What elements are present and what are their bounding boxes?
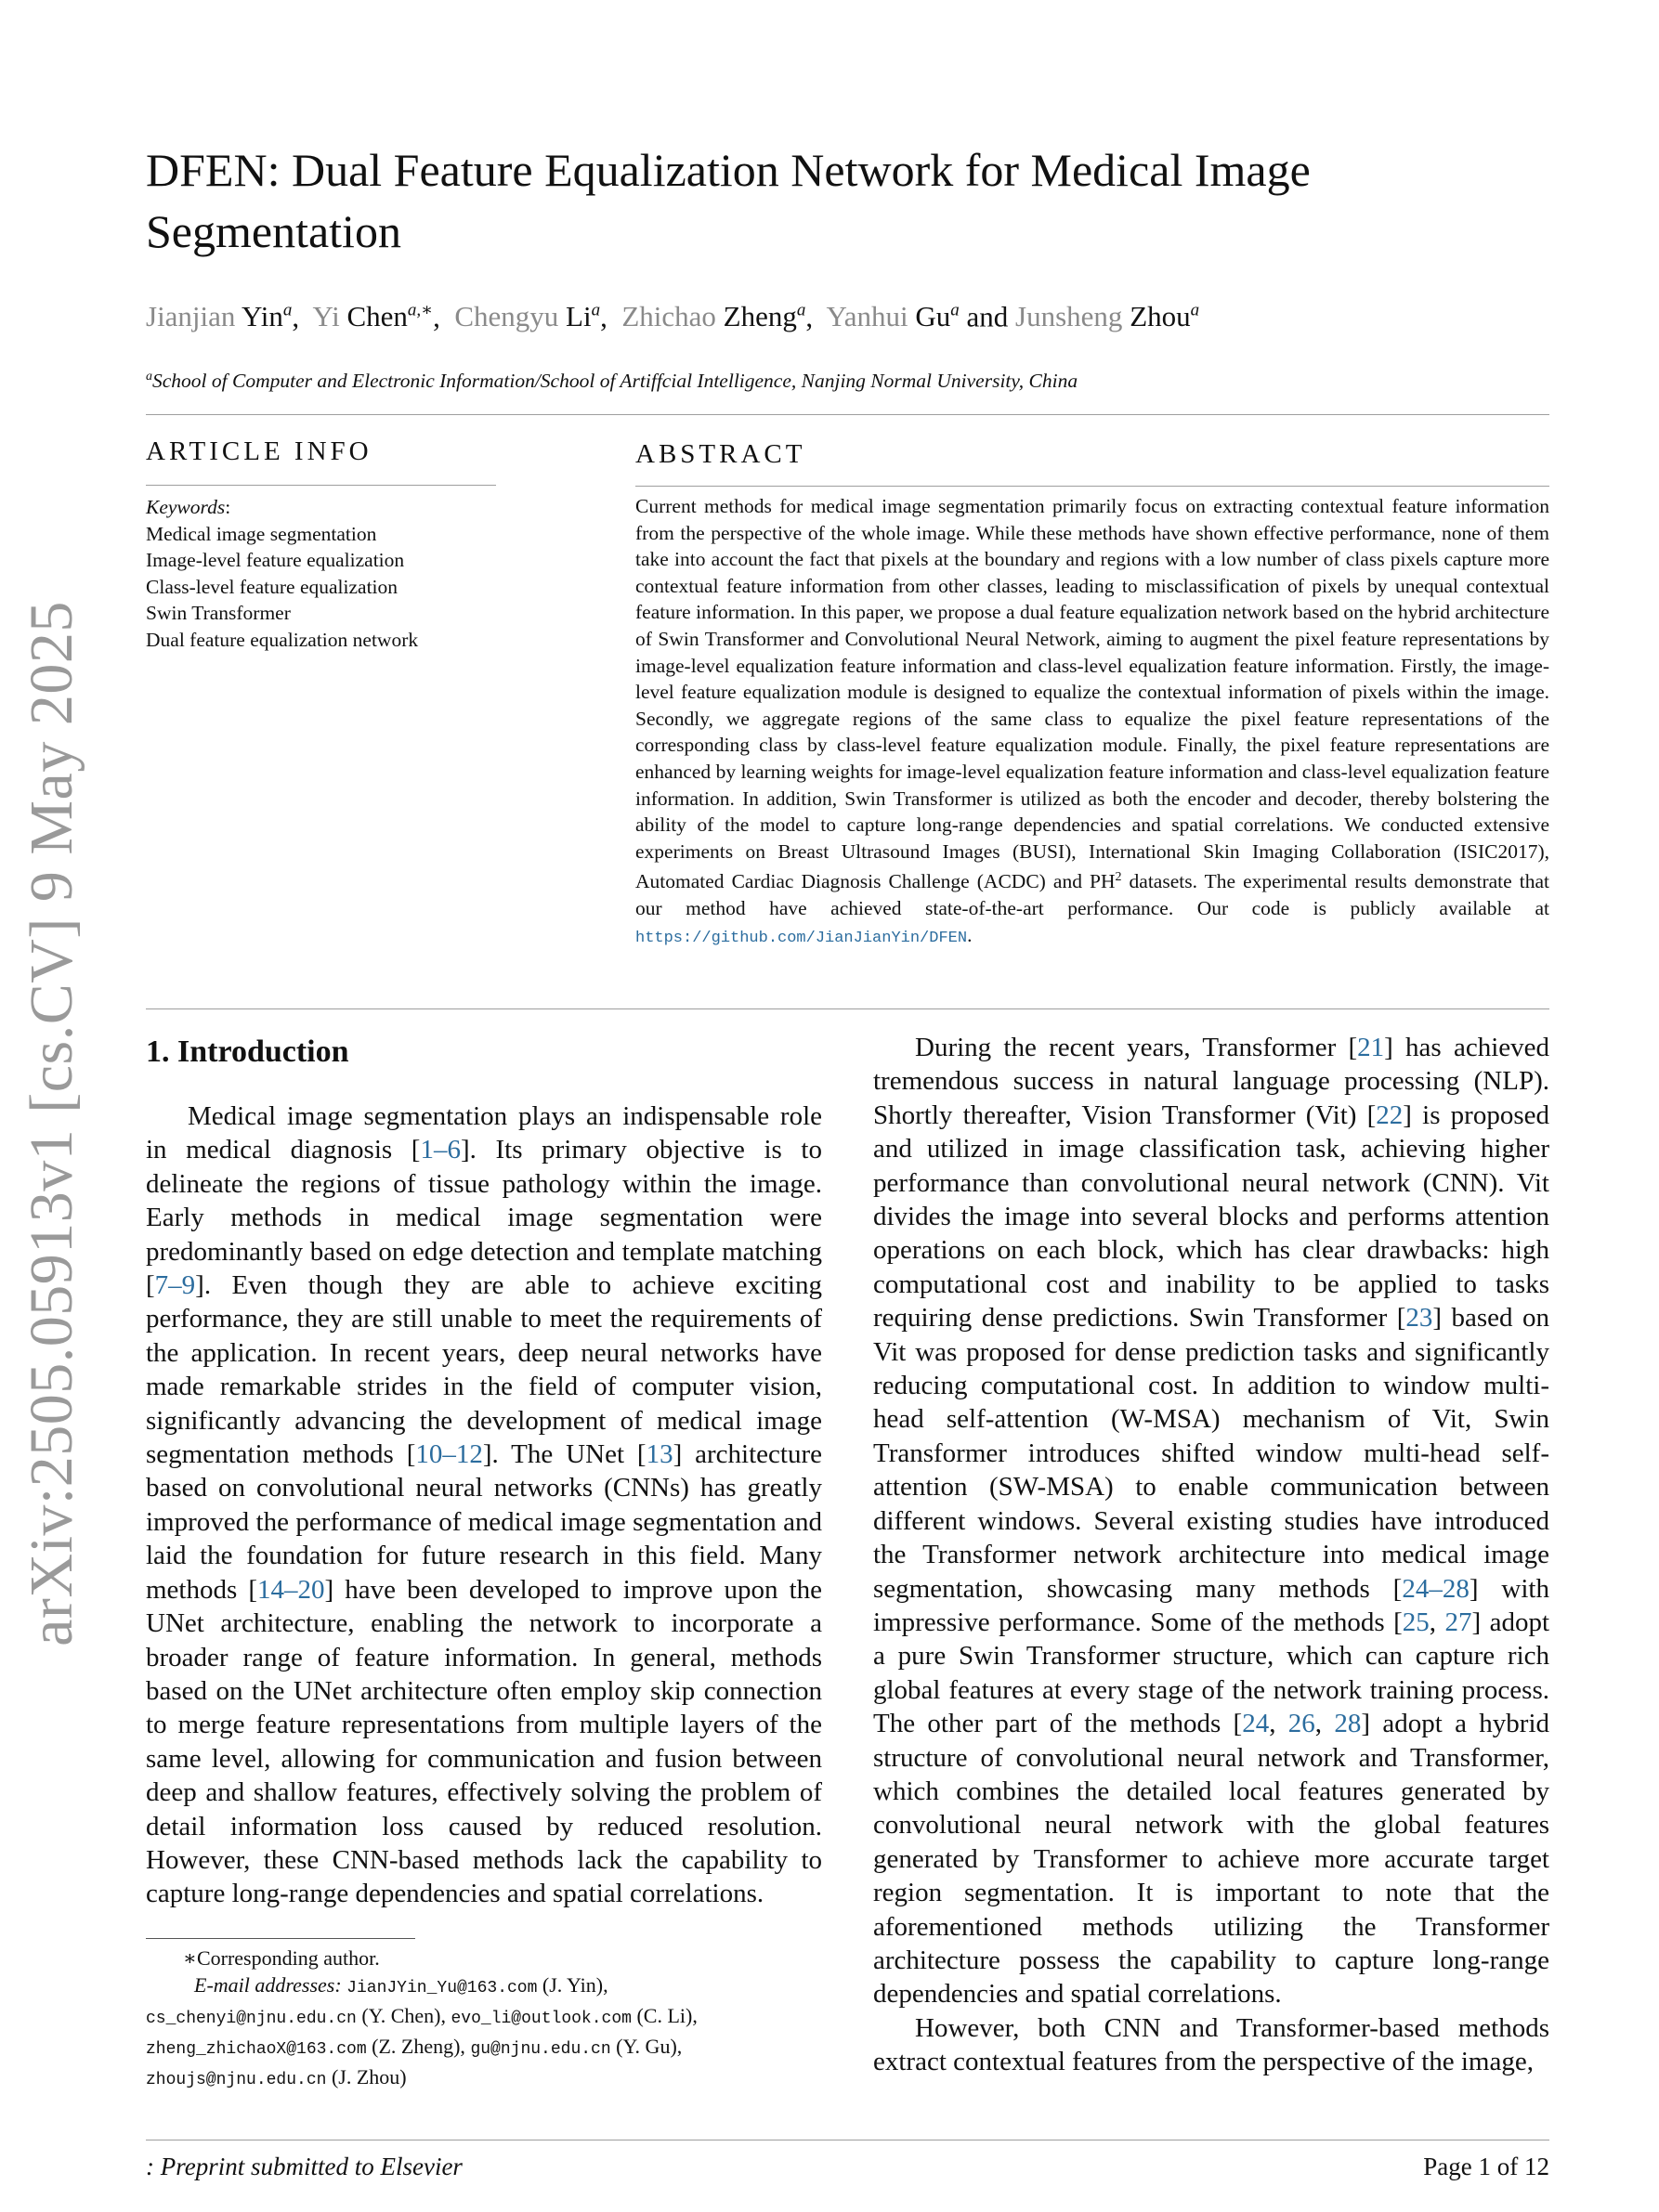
citation-link[interactable]: 14–20 bbox=[257, 1574, 325, 1605]
citation-link[interactable]: 13 bbox=[646, 1439, 673, 1470]
citation-link[interactable]: 28 bbox=[1334, 1709, 1362, 1739]
citation-link[interactable]: 25 bbox=[1402, 1607, 1430, 1637]
intro-paragraph-3: However, both CNN and Transformer-based methods extract contextual features from the perspective of the image, bbox=[873, 2012, 1549, 2077]
email-label: E-mail addresses: bbox=[194, 1973, 342, 1997]
citation-link[interactable]: 21 bbox=[1357, 1033, 1385, 1062]
author[interactable]: Yanhui Gu$^a$ bbox=[826, 300, 960, 333]
intro-paragraph-2: During the recent years, Transformer [21] has achieved tremendous success in natural language processing (NLP). Shortly thereafter, Vision Transformer (Vit) [22] is proposed and utilized in image classification task, achieving higher performance than convolutional neural network (CNN). Vit divides the image into several blocks and performs attention operations on each block, which has clear drawbacks: high computational cost and inability to be applied to tasks requiring dense predictions. Swin Transformer [23] based on Vit was proposed for dense prediction tasks and significantly reducing computational cost. In addition to window multi-head self-attention (W-MSA) mechanism of Vit, Swin Transformer introduces shifted window multi-head self-attention (SW-MSA) to enable communication between different windows. Several existing studies have introduced the Transformer network architecture into medical image segmentation, showcasing many methods [24–28] with impressive performance. Some of the methods [25, 27] adopt a pure Swin Transformer structure, which can capture rich global features at every stage of the network training process. The other part of the methods [24, 26, 28] adopt a hybrid structure of convolutional neural network and Transformer, which combines the detailed local features generated by convolutional neural network with the global features generated by Transformer to achieve more accurate target region segmentation. It is important to note that the aforementioned methods utilizing the Transformer architecture possess the capability to capture long-range dependencies and spatial correlations. bbox=[873, 1033, 1550, 2010]
email-address[interactable]: gu@njnu.edu.cn bbox=[470, 2040, 611, 2059]
keyword: Image-level feature equalization bbox=[146, 549, 405, 571]
article-info-rule bbox=[146, 485, 496, 486]
footnotes: ∗Corresponding author. E-mail addresses: JianJYin_Yu@163.com (J. Yin), cs_chenyi@njnu.edu.cn (Y. Chen), evo_li@outlook.com (C. Li), zheng_zhichaoX@163.com (Z. Zheng), gu@njnu.edu.cn (Y. Gu), zhoujs@njnu.edu.cn (J. Zhou) bbox=[146, 1945, 822, 2094]
right-column bbox=[873, 1031, 1549, 2079]
citation-link[interactable]: 7–9 bbox=[154, 1270, 196, 1301]
body-divider bbox=[146, 1008, 1549, 1009]
citation-link[interactable]: 27 bbox=[1444, 1607, 1472, 1637]
abstract-heading: ABSTRACT bbox=[635, 439, 806, 469]
keyword: Medical image segmentation bbox=[146, 522, 377, 545]
header-divider bbox=[146, 414, 1549, 415]
affiliation: $^a$School of Computer and Electronic Information/School of Artiffcial Intelligence, Nanjing Normal University, China bbox=[146, 370, 1078, 393]
citation-link[interactable]: 26 bbox=[1287, 1709, 1315, 1739]
article-info-heading: ARTICLE INFO bbox=[146, 436, 372, 466]
author[interactable]: Jianjian Yin$^a$ bbox=[146, 300, 293, 333]
paper-title: DFEN: Dual Feature Equalization Network for Medical Image Segmentation bbox=[146, 144, 1311, 257]
author-list: Jianjian Yin$^a$, Yi Chen$^{a,∗}$, Chengyu Li$^a$, Zhichao Zheng$^a$, Yanhui Gu$^a$ and Junsheng Zhou$^a$ bbox=[146, 300, 1200, 333]
keyword: Class-level feature equalization bbox=[146, 575, 398, 598]
abstract-rule bbox=[635, 486, 1549, 487]
author[interactable]: Chengyu Li$^a$ bbox=[454, 300, 601, 333]
footer-preprint-note: : Preprint submitted to Elsevier bbox=[146, 2153, 463, 2180]
email-address[interactable]: JianJYin_Yu@163.com bbox=[346, 1979, 538, 1997]
arxiv-side-stamp bbox=[9, 601, 95, 1646]
author[interactable]: Zhichao Zheng$^a$ bbox=[621, 300, 806, 333]
citation-link[interactable]: 1–6 bbox=[420, 1135, 461, 1165]
citation-link[interactable]: 23 bbox=[1405, 1303, 1433, 1334]
email-address[interactable]: zheng_zhichaoX@163.com bbox=[146, 2040, 367, 2059]
abstract-body: Current methods for medical image segmentation primarily focus on extracting contextual feature information from the perspective of the whole image. While these methods have shown effective performance, none of them take into account the fact that pixels at the boundary and regions with a low number of class pixels capture more contextual feature information from other classes, leading to misclassification of pixels by unequal contextual feature information. In this paper, we propose a dual feature equalization network based on the hybrid architecture of Swin Transformer and Convolutional Neural Network, aiming to augment the pixel feature representations by image-level equalization feature information and class-level equalization feature information. Firstly, the image-level feature equalization module is designed to equalize the contextual information of pixels within the image. Secondly, we aggregate regions of the same class to equalize the pixel feature representations of the corresponding class by class-level feature equalization module. Finally, the pixel feature representations are enhanced by learning weights for image-level equalization feature information and class-level equalization feature information. In addition, Swin Transformer is utilized as both the encoder and decoder, thereby bolstering the ability of the model to capture long-range dependencies and spatial correlations. We conducted extensive experiments on Breast Ultrasound Images (BUSI), International Skin Imaging Collaboration (ISIC2017), Automated Cardiac Diagnosis Challenge (ACDC) and $PH^2$ datasets. The experimental results demonstrate that our method have achieved state-of-the-art performance. Our code is publicly available at https://github.com/JianJianYin/DFEN. bbox=[635, 495, 1549, 947]
keywords-label: Keywords bbox=[146, 496, 226, 518]
email-address[interactable]: evo_li@outlook.com bbox=[451, 2010, 632, 2028]
email-address[interactable]: zhoujs@njnu.edu.cn bbox=[146, 2071, 327, 2089]
corresponding-author-note: ∗Corresponding author. bbox=[183, 1946, 380, 1970]
intro-paragraph-1: Medical image segmentation plays an indispensable role in medical diagnosis [1–6]. Its primary objective is to delineate the regions of tissue pathology within the image. Early methods in medical image segmentation were predominantly based on edge detection and template matching [7–9]. Even though they are able to achieve exciting performance, they are still unable to meet the requirements of the application. In recent years, deep neural networks have made remarkable strides in the field of computer vision, significantly advancing the development of medical image segmentation methods [10–12]. The UNet [13] architecture based on convolutional neural networks (CNNs) has greatly improved the performance of medical image segmentation and laid the foundation for future research in this field. Many methods [14–20] have been developed to improve upon the UNet architecture, enabling the network to incorporate a broader range of feature information. In general, methods based on the UNet architecture often employ skip connection to merge feature representations from multiple layers of the same level, allowing for communication and fusion between deep and shallow features, effectively solving the problem of detail information loss caused by reduced resolution. However, these CNN-based methods lack the capability to capture long-range dependencies and spatial correlations. bbox=[146, 1101, 822, 1909]
citation-link[interactable]: 10–12 bbox=[415, 1439, 483, 1470]
keyword: Dual feature equalization network bbox=[146, 628, 419, 651]
code-link[interactable]: https://github.com/JianJianYin/DFEN bbox=[635, 929, 968, 947]
citation-link[interactable]: 24–28 bbox=[1402, 1573, 1470, 1604]
authors-and: and bbox=[966, 300, 1009, 333]
page-number: Page 1 of 12 bbox=[1423, 2153, 1549, 2180]
citation-link[interactable]: 22 bbox=[1376, 1099, 1404, 1130]
left-column bbox=[146, 1031, 822, 1911]
author[interactable]: Yi Chen$^{a,∗}$ bbox=[312, 300, 434, 333]
citation-link[interactable]: 24 bbox=[1242, 1709, 1270, 1739]
email-address[interactable]: cs_chenyi@njnu.edu.cn bbox=[146, 2010, 357, 2028]
keyword: Swin Transformer bbox=[146, 602, 291, 624]
keywords-block: Keywords: Medical image segmentation Image-level feature equalization Class-level feature equalization Swin Transformer Dual feature equalization network bbox=[146, 494, 610, 653]
arxiv-identifier: arXiv:2505.05913v1 [cs.CV] 9 May 2025 bbox=[18, 601, 85, 1646]
author[interactable]: Junsheng Zhou$^a$ bbox=[1015, 300, 1200, 333]
footnote-rule bbox=[146, 1938, 415, 1939]
section-heading-introduction: 1. Introduction bbox=[146, 1034, 349, 1069]
